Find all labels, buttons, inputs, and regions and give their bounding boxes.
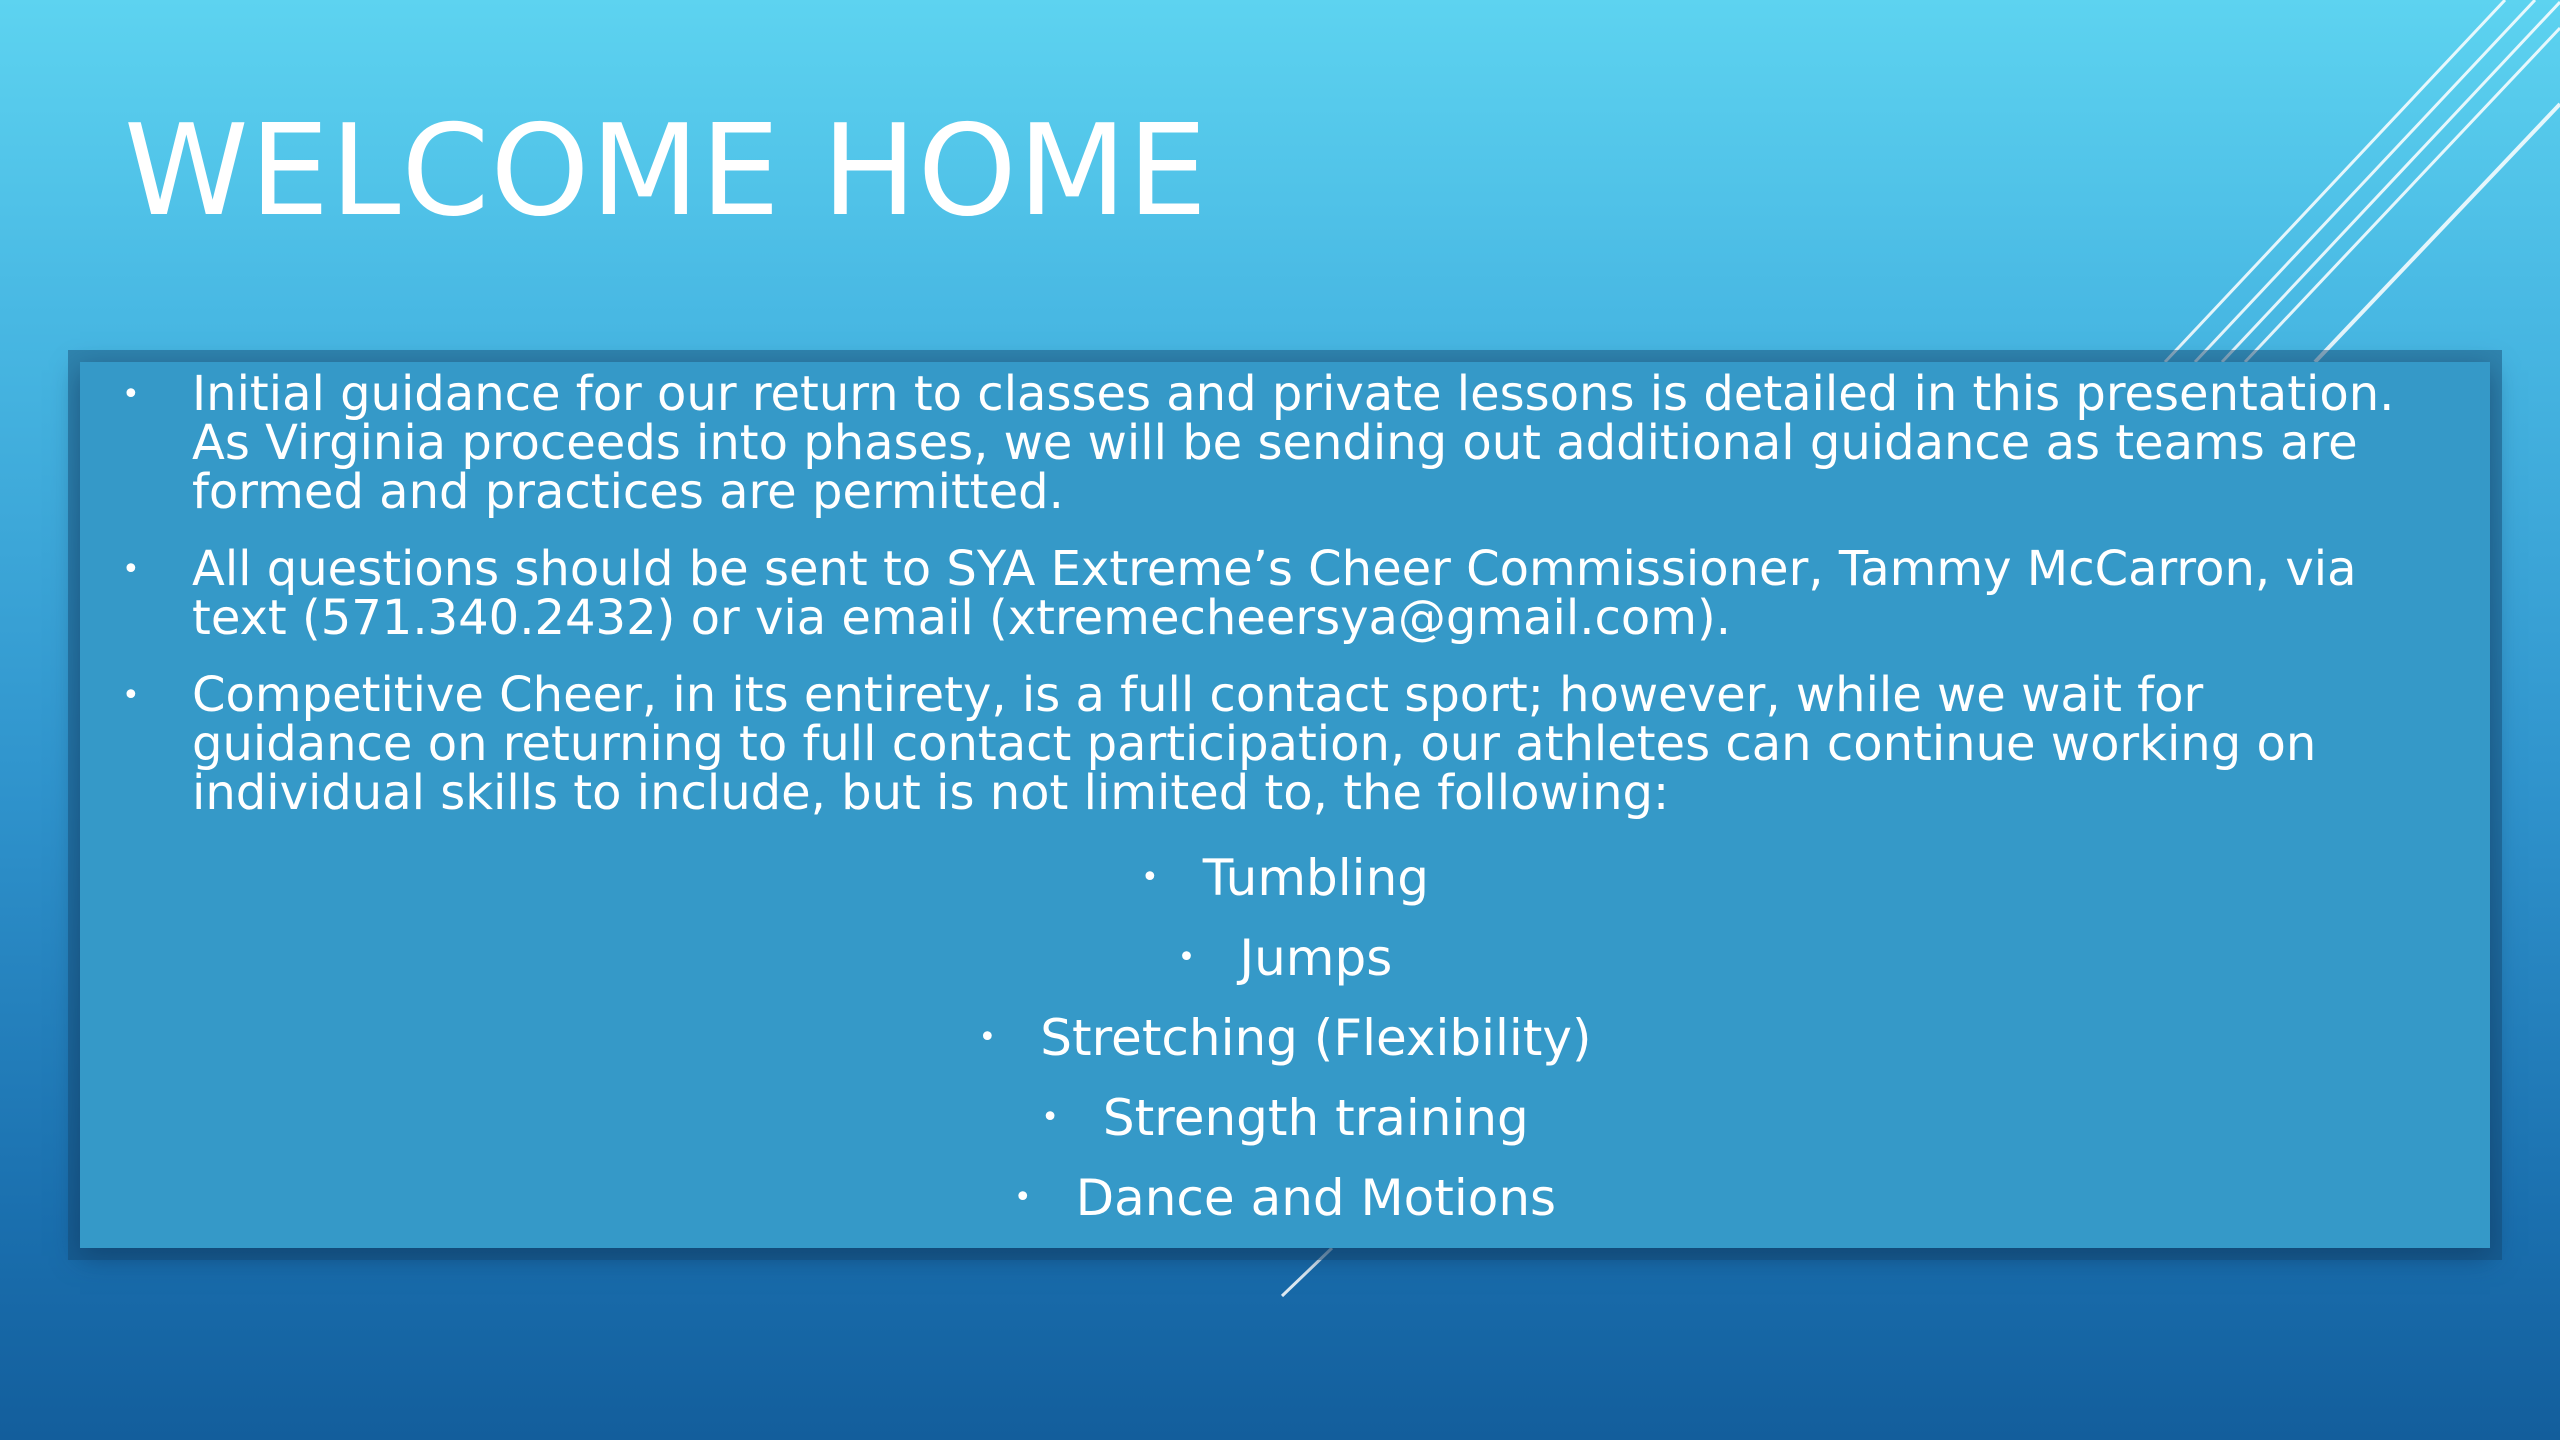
sub-item-label: Strength training bbox=[1102, 1089, 1529, 1147]
bullet-line: All questions should be sent to SYA Extreme’s Cheer Commissioner, Tammy McCarron, via bbox=[192, 541, 2357, 597]
bullet-line: guidance on returning to full contact participation, our athletes can continue working on bbox=[192, 716, 2317, 772]
bullet-dot: • bbox=[122, 377, 140, 412]
deco-line bbox=[2222, 2, 2560, 362]
bullet-dot: • bbox=[122, 552, 140, 587]
sub-item-label: Jumps bbox=[1239, 929, 1393, 987]
bullet-line: Initial guidance for our return to classes and private lessons is detailed in this presentation. bbox=[192, 366, 2395, 422]
bullet-dot: • bbox=[122, 678, 140, 713]
bullet-line: individual skills to include, but is not limited to, the following: bbox=[192, 765, 1670, 821]
bullet-item bbox=[112, 366, 2412, 520]
sub-bullet-dot: • bbox=[1013, 1180, 1032, 1215]
slide-title: WELCOME HOME bbox=[124, 97, 1209, 244]
bullet-item bbox=[112, 667, 2412, 821]
bullet-line: Competitive Cheer, in its entirety, is a full contact sport; however, while we wait for bbox=[192, 667, 2204, 723]
deco-line bbox=[2245, 28, 2560, 362]
bullet-line: formed and practices are permitted. bbox=[192, 464, 1064, 520]
sub-item bbox=[80, 920, 2490, 1000]
sub-item bbox=[80, 1080, 2490, 1160]
sub-item bbox=[80, 1160, 2490, 1240]
sub-item-label: Stretching (Flexibility) bbox=[1040, 1009, 1592, 1067]
sub-item-label: Tumbling bbox=[1202, 849, 1429, 907]
deco-line bbox=[1282, 1248, 1332, 1296]
sub-item-label: Dance and Motions bbox=[1075, 1169, 1557, 1227]
sub-bullet-dot: • bbox=[1141, 860, 1159, 895]
bullet-list bbox=[112, 366, 2412, 846]
sub-bullet-dot: • bbox=[978, 1020, 997, 1055]
sub-bullet-dot: • bbox=[1041, 1100, 1059, 1135]
deco-line bbox=[2315, 104, 2560, 362]
sub-item bbox=[80, 1000, 2490, 1080]
sub-bullet-dot: • bbox=[1177, 940, 1196, 975]
bullet-item bbox=[112, 541, 2412, 646]
deco-line bbox=[2195, 0, 2535, 362]
sub-item bbox=[80, 840, 2490, 920]
bullet-line: text (571.340.2432) or via email (xtremecheersya@gmail.com). bbox=[192, 590, 1731, 646]
bullet-line: As Virginia proceeds into phases, we will be sending out additional guidance as teams are bbox=[192, 415, 2358, 471]
sub-item-list bbox=[80, 840, 2490, 1240]
deco-line bbox=[2165, 0, 2505, 362]
